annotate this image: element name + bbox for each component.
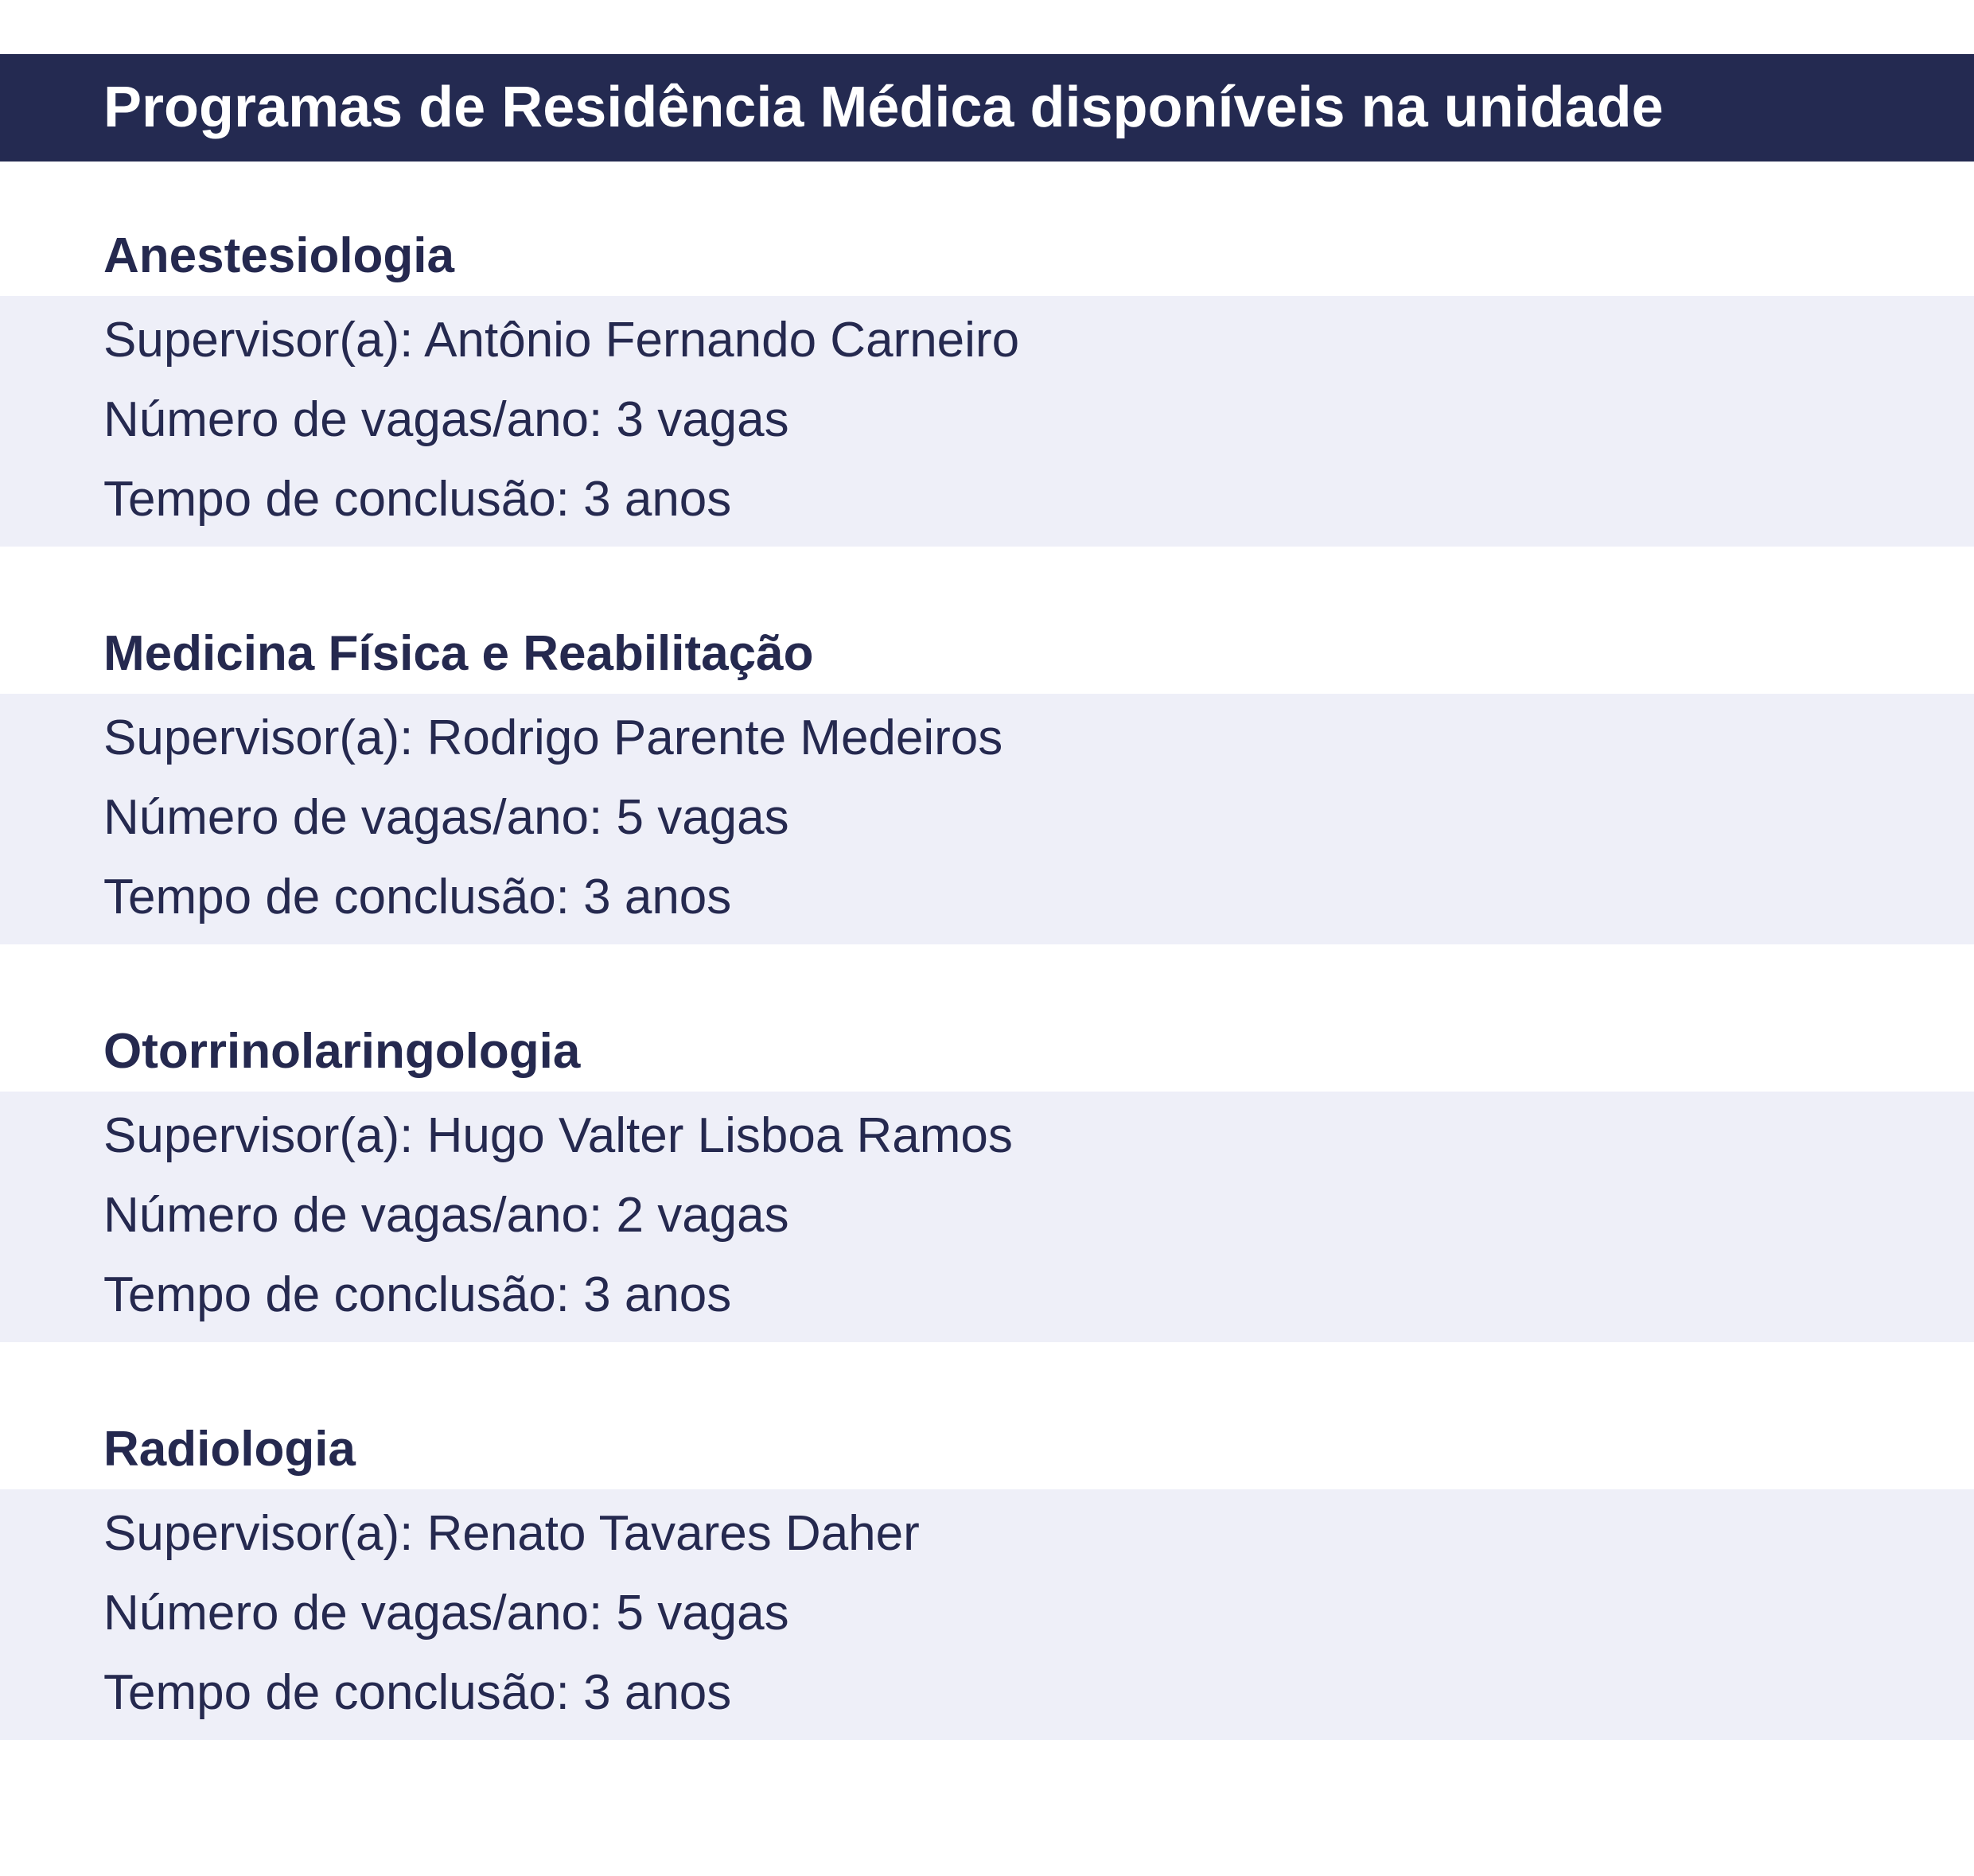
program-details: [0, 1489, 1974, 1740]
vacancies-text: Número de vagas/ano: 5 vagas: [103, 790, 789, 845]
program-name: Otorrinolaringologia: [103, 1024, 581, 1079]
program-details: [0, 694, 1974, 944]
vacancies-text: Número de vagas/ano: 2 vagas: [103, 1188, 789, 1243]
supervisor-text: Supervisor(a): Antônio Fernando Carneiro: [103, 313, 1020, 368]
program-details: [0, 1092, 1974, 1342]
program-name: Radiologia: [103, 1422, 356, 1477]
page-title: Programas de Residência Médica disponíveis na unidade: [103, 76, 1664, 139]
duration-text: Tempo de conclusão: 3 anos: [103, 870, 732, 924]
supervisor-text: Supervisor(a): Rodrigo Parente Medeiros: [103, 710, 1003, 765]
program-name: Anestesiologia: [103, 228, 454, 283]
duration-text: Tempo de conclusão: 3 anos: [103, 1665, 732, 1720]
duration-text: Tempo de conclusão: 3 anos: [103, 1267, 732, 1322]
duration-text: Tempo de conclusão: 3 anos: [103, 472, 732, 527]
supervisor-text: Supervisor(a): Renato Tavares Daher: [103, 1506, 920, 1561]
vacancies-text: Número de vagas/ano: 5 vagas: [103, 1586, 789, 1641]
vacancies-text: Número de vagas/ano: 3 vagas: [103, 392, 789, 447]
header-bar: [0, 54, 1974, 162]
supervisor-text: Supervisor(a): Hugo Valter Lisboa Ramos: [103, 1108, 1013, 1163]
program-name: Medicina Física e Reabilitação: [103, 626, 814, 681]
program-details: [0, 296, 1974, 547]
